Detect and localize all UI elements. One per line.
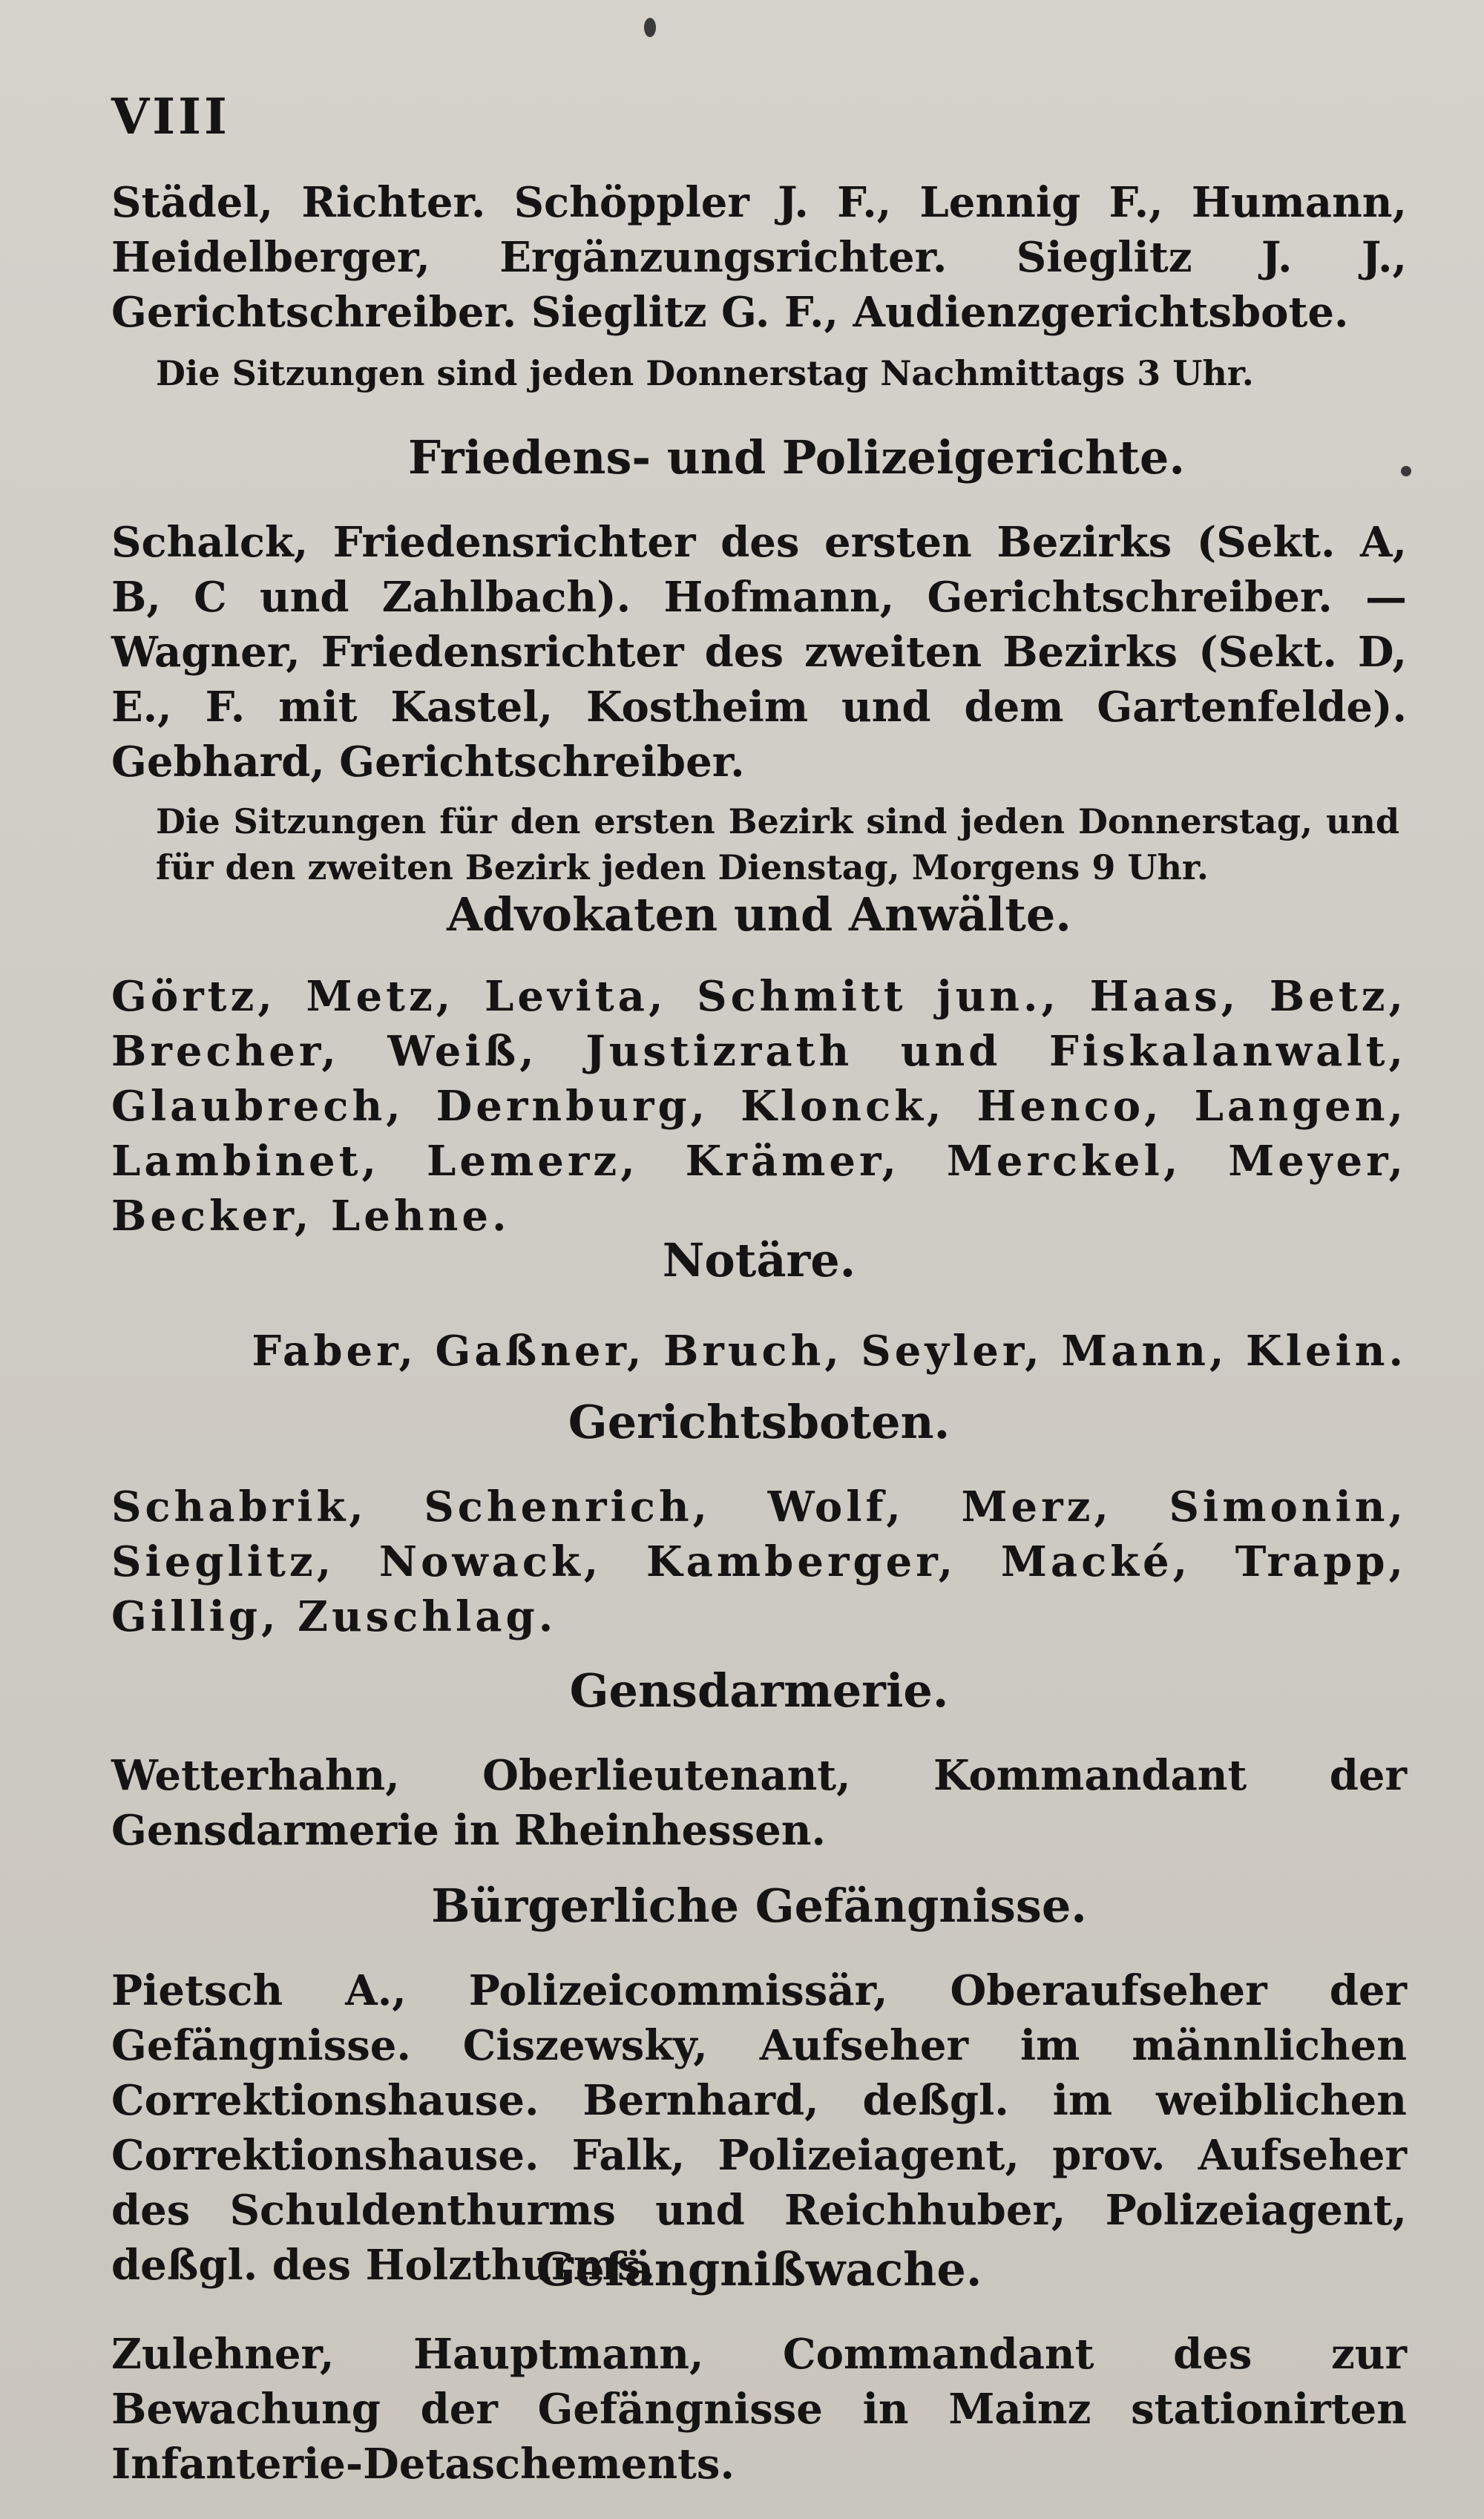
section-advokaten-body — [111, 969, 1407, 1244]
section-gensdarmerie — [111, 1664, 1407, 1718]
gensdarmerie-text: Wetterhahn, Oberlieutenant, Kommandant der Gensdarmerie in Rheinhessen. — [111, 1751, 1407, 1855]
gefaengnisswache-text: Zulehner, Hauptmann, Commandant des zur Bewachung der Gefängnisse in Mainz stationirten Infanterie-Detaschements. — [111, 2330, 1407, 2489]
section-court — [111, 175, 1407, 396]
section-gefaengnisswache-body — [111, 2327, 1407, 2492]
court-sessions-note: Die Sitzungen sind jeden Donnerstag Nachmittags 3 Uhr. — [156, 353, 1254, 393]
section-heading: Gefängnißwache. — [536, 2242, 982, 2296]
section-notare-body — [111, 1324, 1407, 1379]
court-members-text: Städel, Richter. Schöppler J. F., Lennig F., Humann, Heidelberger, Ergänzungsrichter. Sieglitz J. J., Gerichtschreiber. Sieglitz G. F., Audienzgerichtsbote. — [111, 178, 1407, 337]
page-number: VIII — [111, 88, 230, 145]
section-heading: Bürgerliche Gefängnisse. — [431, 1879, 1087, 1933]
section-notare — [111, 1233, 1407, 1287]
section-friedensgerichte — [111, 430, 1407, 485]
section-heading: Advokaten und Anwälte. — [447, 887, 1071, 942]
section-heading: Gerichtsboten. — [568, 1395, 951, 1449]
section-advokaten — [111, 887, 1407, 942]
section-gefaengnisse — [111, 1879, 1407, 1933]
friedensgerichte-text: Schalck, Friedensrichter des ersten Bezirks (Sekt. A, B, C und Zahlbach). Hofmann, Gerichtschreiber. — Wagner, Friedensrichter des zweiten Bezirks (Sekt. D, E., F. mit Kastel, Kostheim und dem Gartenfelde). Gebhard, Gerichtschreiber. — [111, 518, 1407, 786]
notare-text: Faber, Gaßner, Bruch, Seyler, Mann, Klein. — [252, 1327, 1407, 1376]
friedensgerichte-sessions-note: Die Sitzungen für den ersten Bezirk sind jeden Donnerstag, und für den zweiten Bezirk jeden Dienstag, Morgens 9 Uhr. — [156, 801, 1399, 887]
gefaengnisse-text: Pietsch A., Polizeicommissär, Oberaufseher der Gefängnisse. Ciszewsky, Aufseher im männlichen Correktionshause. Bernhard, deßgl. im weiblichen Correktionshause. Falk, Polizeiagent, prov. Aufseher des Schuldenthurms und Reichhuber, Polizeiagent, deßgl. des Holzthurms. — [111, 1966, 1407, 2290]
section-gerichtsboten-body — [111, 1479, 1407, 1644]
section-heading: Friedens- und Polizeigerichte. — [408, 430, 1185, 485]
section-heading: Notäre. — [662, 1233, 856, 1287]
ink-spot — [644, 18, 656, 37]
advokaten-text: Görtz, Metz, Levita, Schmitt jun., Haas, Betz, Brecher, Weiß, Justizrath und Fiskalanwalt, Glaubrech, Dernburg, Klonck, Henco, Langen, Lambinet, Lemerz, Krämer, Merckel, Meyer, Becker, Lehne. — [111, 972, 1407, 1241]
section-gensdarmerie-body — [111, 1748, 1407, 1858]
section-friedensgerichte-body — [111, 515, 1407, 890]
section-gefaengnisswache — [111, 2242, 1407, 2296]
section-gerichtsboten — [111, 1395, 1407, 1449]
section-heading: Gensdarmerie. — [569, 1664, 949, 1718]
gerichtsboten-text: Schabrik, Schenrich, Wolf, Merz, Simonin, Sieglitz, Nowack, Kamberger, Macké, Trapp, Gillig, Zuschlag. — [111, 1482, 1407, 1641]
